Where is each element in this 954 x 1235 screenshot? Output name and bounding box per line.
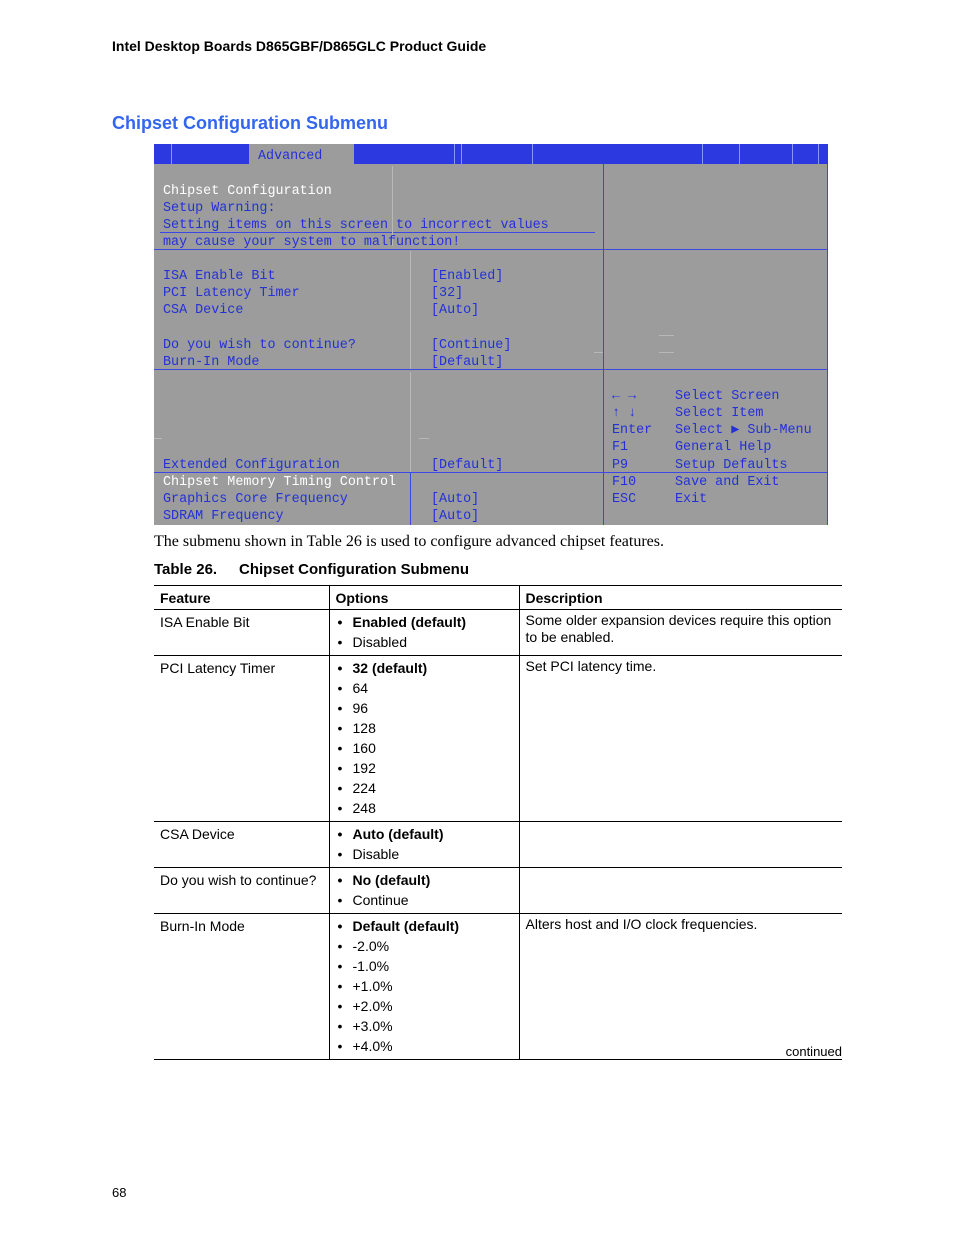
option-item: • -2.0% bbox=[336, 936, 513, 956]
description-cell bbox=[519, 822, 842, 868]
options-cell bbox=[329, 610, 519, 656]
bios-item-continue[interactable]: Do you wish to continue? bbox=[163, 338, 356, 353]
option-item: • 160 bbox=[336, 738, 513, 758]
intro-paragraph: The submenu shown in Table 26 is used to configure advanced chipset features. bbox=[154, 533, 664, 550]
bios-value-sdram-frequency[interactable]: [Auto] bbox=[431, 509, 480, 524]
option-item: • 192 bbox=[336, 758, 513, 778]
table-row bbox=[154, 868, 842, 914]
table-row bbox=[154, 656, 842, 822]
feature-cell: PCI Latency Timer bbox=[154, 656, 329, 822]
continued-note: continued bbox=[785, 1044, 842, 1059]
option-item: • Auto (default) bbox=[336, 824, 513, 844]
options-cell bbox=[329, 868, 519, 914]
bios-value-isa-enable-bit[interactable]: [Enabled] bbox=[431, 269, 504, 284]
key-help-save-exit: Save and Exit bbox=[675, 475, 780, 490]
table-header-row bbox=[154, 586, 842, 610]
table-row bbox=[154, 822, 842, 868]
key-help-exit: Exit bbox=[675, 492, 708, 507]
feature-cell: Do you wish to continue? bbox=[154, 868, 329, 914]
option-item: • 96 bbox=[336, 698, 513, 718]
option-item: • 32 (default) bbox=[336, 658, 513, 678]
bios-item-sdram-frequency[interactable]: SDRAM Frequency bbox=[163, 509, 284, 524]
option-item: • Default (default) bbox=[336, 916, 513, 936]
key-f1: F1 bbox=[612, 440, 629, 455]
bios-item-extended-configuration[interactable]: Extended Configuration bbox=[163, 458, 340, 473]
option-item: • +1.0% bbox=[336, 976, 513, 996]
bios-value-continue[interactable]: [Continue] bbox=[431, 338, 512, 353]
page-number: 68 bbox=[112, 1185, 127, 1200]
option-item: • 64 bbox=[336, 678, 513, 698]
table-row bbox=[154, 610, 842, 656]
bios-tab-bar bbox=[154, 144, 828, 164]
description-cell: Alters host and I/O clock frequencies. bbox=[519, 914, 842, 1060]
option-item: • Disabled bbox=[336, 632, 513, 652]
bios-value-pci-latency-timer[interactable]: [32] bbox=[431, 286, 464, 301]
key-enter: Enter bbox=[612, 423, 653, 438]
feature-cell: Burn-In Mode bbox=[154, 914, 329, 1060]
description-cell: Set PCI latency time. bbox=[519, 656, 842, 822]
running-header: Intel Desktop Boards D865GBF/D865GLC Product Guide bbox=[112, 38, 487, 54]
options-cell bbox=[329, 656, 519, 822]
option-item: • +3.0% bbox=[336, 1016, 513, 1036]
option-item: • Enabled (default) bbox=[336, 612, 513, 632]
col-header-feature: Feature bbox=[154, 586, 329, 610]
tab-advanced-label: Advanced bbox=[258, 149, 323, 164]
description-cell bbox=[519, 868, 842, 914]
description-cell: Some older expansion devices require this option to be enabled. bbox=[519, 610, 842, 656]
bios-item-isa-enable-bit[interactable]: ISA Enable Bit bbox=[163, 269, 276, 284]
bios-warning-label: Setup Warning: bbox=[163, 201, 276, 216]
table-caption bbox=[154, 561, 469, 578]
key-up-down: ↑ ↓ bbox=[612, 406, 637, 421]
bios-value-csa-device[interactable]: [Auto] bbox=[431, 303, 480, 318]
key-help-select-screen: Select Screen bbox=[675, 389, 780, 404]
table-caption-number: Table 26. bbox=[154, 561, 218, 578]
bios-value-graphics-core-frequency[interactable]: [Auto] bbox=[431, 492, 480, 507]
key-p9: P9 bbox=[612, 458, 629, 473]
bios-warning-line1: Setting items on this screen to incorrect values bbox=[163, 218, 549, 233]
option-item: • +2.0% bbox=[336, 996, 513, 1016]
bios-item-memory-timing-control[interactable]: Chipset Memory Timing Control bbox=[163, 475, 397, 490]
key-help-setup-defaults: Setup Defaults bbox=[675, 458, 788, 473]
key-f10: F10 bbox=[612, 475, 637, 490]
col-header-options: Options bbox=[329, 586, 519, 610]
table-row bbox=[154, 914, 842, 1060]
key-help-general-help: General Help bbox=[675, 440, 772, 455]
bios-value-extended-configuration[interactable]: [Default] bbox=[431, 458, 504, 473]
bios-item-csa-device[interactable]: CSA Device bbox=[163, 303, 244, 318]
section-title: Chipset Configuration Submenu bbox=[112, 113, 388, 133]
key-esc: ESC bbox=[612, 492, 637, 507]
key-left-right: ← → bbox=[612, 389, 637, 404]
options-cell bbox=[329, 822, 519, 868]
key-help-select-item: Select Item bbox=[675, 406, 764, 421]
option-item: • Disable bbox=[336, 844, 513, 864]
key-help-submenu: Select ▶ Sub-Menu bbox=[675, 423, 812, 438]
bios-value-burn-in-mode[interactable]: [Default] bbox=[431, 355, 504, 370]
col-header-description: Description bbox=[519, 586, 842, 610]
chipset-config-table bbox=[154, 585, 842, 1060]
option-item: • 248 bbox=[336, 798, 513, 818]
bios-item-burn-in-mode[interactable]: Burn-In Mode bbox=[163, 355, 260, 370]
bios-warning-line2: may cause your system to malfunction! bbox=[163, 235, 461, 250]
feature-cell: ISA Enable Bit bbox=[154, 610, 329, 656]
option-item: • 224 bbox=[336, 778, 513, 798]
table-caption-title: Chipset Configuration Submenu bbox=[239, 561, 469, 578]
bios-screen bbox=[154, 144, 828, 525]
tab-advanced[interactable] bbox=[249, 144, 353, 164]
options-cell bbox=[329, 914, 519, 1060]
option-item: • Continue bbox=[336, 890, 513, 910]
option-item: • -1.0% bbox=[336, 956, 513, 976]
option-item: • No (default) bbox=[336, 870, 513, 890]
bios-item-graphics-core-frequency[interactable]: Graphics Core Frequency bbox=[163, 492, 348, 507]
feature-cell: CSA Device bbox=[154, 822, 329, 868]
bios-item-pci-latency-timer[interactable]: PCI Latency Timer bbox=[163, 286, 300, 301]
option-item: • +4.0% bbox=[336, 1036, 513, 1056]
bios-page-title: Chipset Configuration bbox=[163, 184, 332, 199]
option-item: • 128 bbox=[336, 718, 513, 738]
